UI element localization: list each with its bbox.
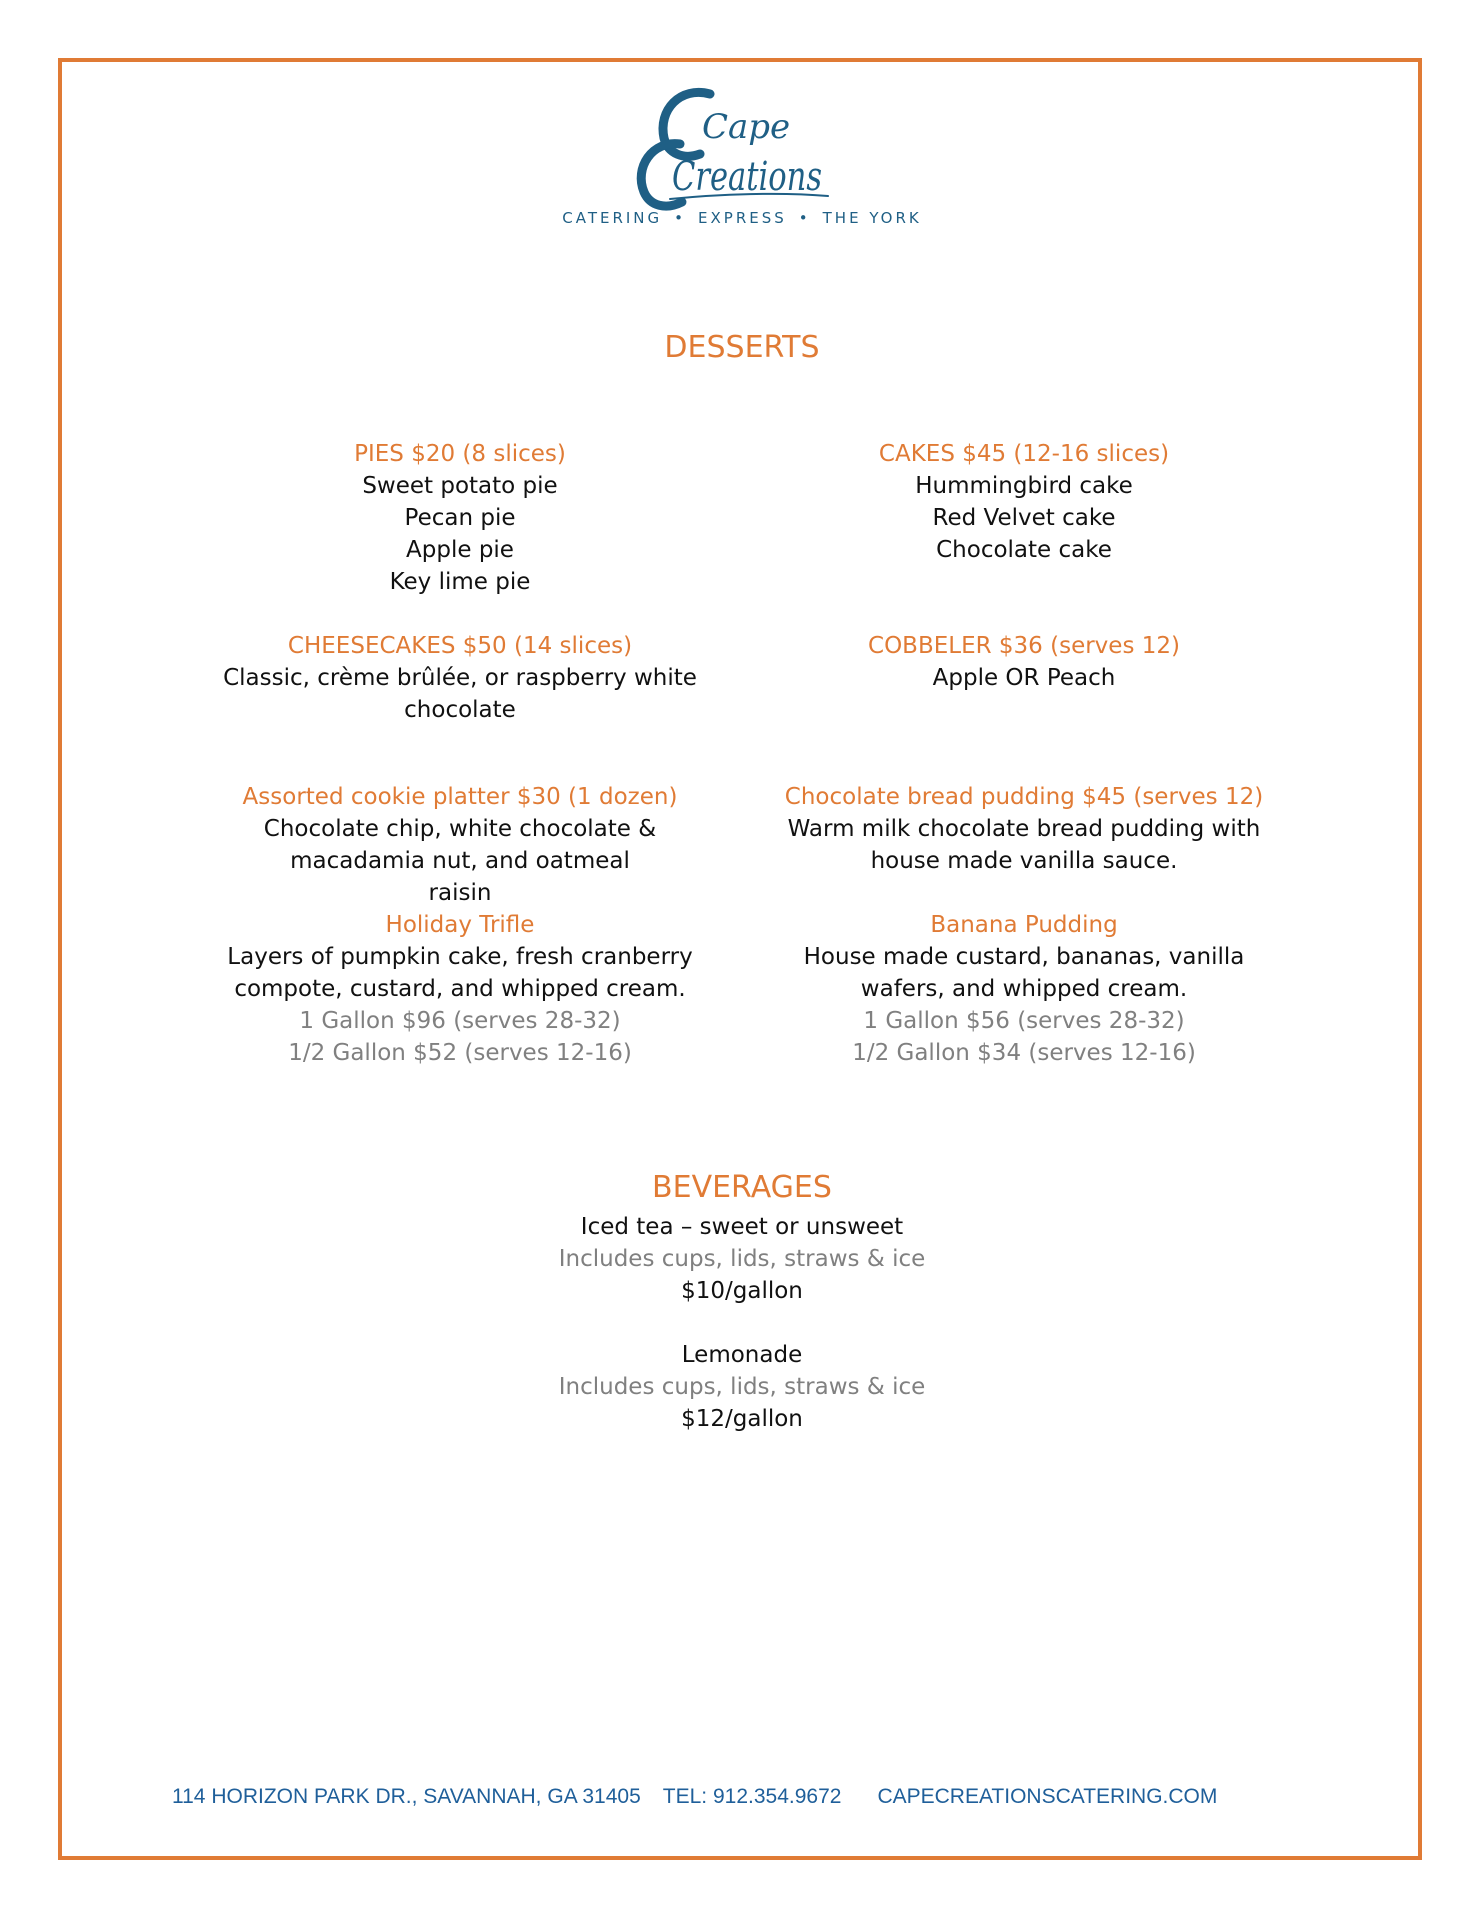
cake-item: Chocolate cake bbox=[936, 537, 1112, 563]
pie-item: Apple pie bbox=[406, 537, 514, 563]
cookie-platter-section bbox=[200, 781, 720, 909]
footer-address: 114 HORIZON PARK DR., SAVANNAH, GA 31405 bbox=[172, 1785, 641, 1808]
cakes-heading: CAKES $45 (12-16 slices) bbox=[878, 441, 1170, 467]
cobbeler-section bbox=[764, 630, 1284, 694]
trifle-description: Layers of pumpkin cake, fresh cranberry compote, custard, and whipped cream. bbox=[227, 944, 693, 1002]
cookie-platter-heading: Assorted cookie platter $30 (1 dozen) bbox=[242, 784, 678, 810]
cheesecakes-description: Classic, crème brûlée, or raspberry white chocolate bbox=[223, 665, 697, 723]
beverage-lemonade bbox=[442, 1339, 1042, 1435]
beverage-name: Iced tea – sweet or unsweet bbox=[580, 1214, 904, 1240]
tagline-separator: • bbox=[674, 209, 687, 227]
cheesecakes-section bbox=[200, 630, 720, 726]
holiday-trifle-section bbox=[200, 909, 720, 1069]
beverage-note: Includes cups, lids, straws & ice bbox=[558, 1374, 926, 1400]
banana-pudding-size: 1 Gallon $56 (serves 28-32) bbox=[863, 1008, 1185, 1034]
beverage-name: Lemonade bbox=[681, 1342, 803, 1368]
desserts-title: DESSERTS bbox=[664, 330, 820, 365]
footer-contact bbox=[172, 1785, 1217, 1809]
tagline-separator: • bbox=[798, 209, 811, 227]
trifle-heading: Holiday Trifle bbox=[385, 912, 535, 938]
tagline-the-york: THE YORK bbox=[822, 209, 922, 227]
logo-tagline bbox=[540, 209, 944, 227]
logo-word-creations: Creations bbox=[672, 154, 822, 200]
tagline-catering: CATERING bbox=[562, 209, 663, 227]
trifle-size: 1 Gallon $96 (serves 28-32) bbox=[299, 1008, 621, 1034]
cake-item: Red Velvet cake bbox=[932, 505, 1116, 531]
pie-item: Key lime pie bbox=[389, 569, 531, 595]
pie-item: Pecan pie bbox=[404, 505, 516, 531]
logo-word-cape: Cape bbox=[702, 107, 791, 147]
cakes-section bbox=[764, 438, 1284, 566]
footer-website-link[interactable]: CAPECREATIONSCATERING.COM bbox=[877, 1785, 1218, 1808]
cobbeler-heading: COBBELER $36 (serves 12) bbox=[868, 633, 1180, 659]
trifle-size: 1/2 Gallon $52 (serves 12-16) bbox=[288, 1040, 632, 1066]
cookie-platter-description: Chocolate chip, white chocolate & macadamia nut, and oatmeal raisin bbox=[263, 816, 657, 906]
tagline-express: EXPRESS bbox=[698, 209, 787, 227]
cheesecakes-heading: CHEESECAKES $50 (14 slices) bbox=[287, 633, 633, 659]
banana-pudding-size: 1/2 Gallon $34 (serves 12-16) bbox=[852, 1040, 1196, 1066]
beverage-note: Includes cups, lids, straws & ice bbox=[558, 1246, 926, 1272]
beverage-price: $12/gallon bbox=[681, 1406, 803, 1432]
cake-item: Hummingbird cake bbox=[915, 473, 1133, 499]
beverage-iced-tea bbox=[442, 1211, 1042, 1307]
pie-item: Sweet potato pie bbox=[362, 473, 558, 499]
banana-pudding-section bbox=[764, 909, 1284, 1069]
bread-pudding-heading: Chocolate bread pudding $45 (serves 12) bbox=[784, 784, 1264, 810]
banana-pudding-heading: Banana Pudding bbox=[930, 912, 1118, 938]
bread-pudding-description: Warm milk chocolate bread pudding with house made vanilla sauce. bbox=[787, 816, 1261, 874]
beverage-price: $10/gallon bbox=[681, 1278, 803, 1304]
pies-heading: PIES $20 (8 slices) bbox=[354, 441, 566, 467]
bread-pudding-section bbox=[764, 781, 1284, 877]
beverages-title: BEVERAGES bbox=[652, 1170, 832, 1205]
cobbeler-description: Apple OR Peach bbox=[932, 665, 1116, 691]
pies-section bbox=[200, 438, 720, 598]
banana-pudding-description: House made custard, bananas, vanilla wafers, and whipped cream. bbox=[803, 944, 1245, 1002]
footer-phone: TEL: 912.354.9672 bbox=[662, 1785, 842, 1808]
